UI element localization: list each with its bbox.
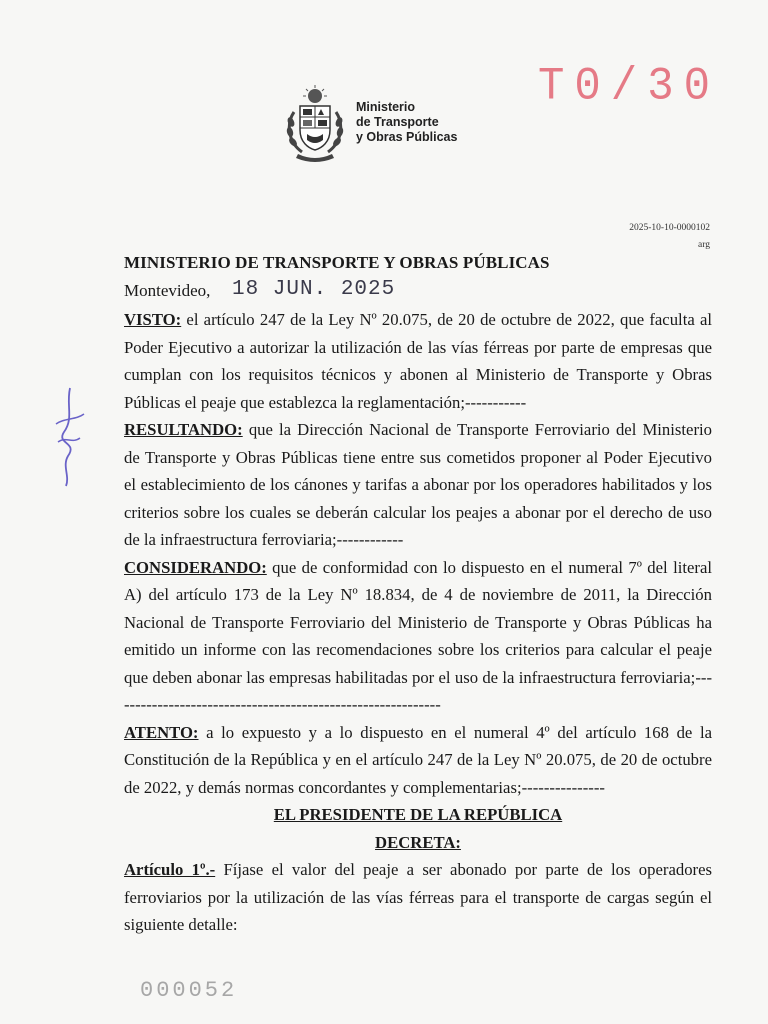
letterhead-line-1: Ministerio [356, 100, 416, 114]
visto-text: el artículo 247 de la Ley Nº 20.075, de 20 de octubre de 2022, que faculta al Poder Ejecutivo a autorizar la utilización de las vías férreas por parte de empresas que cumplan con los requisitos técnicos y abonen al Ministerio de Transporte y Obras Públicas el peaje que establezca la reglamentación;----------- [124, 310, 712, 412]
ministry-heading: MINISTERIO DE TRANSPORTE Y OBRAS PÚBLICAS [124, 253, 550, 272]
reference-initials: arg [698, 240, 710, 250]
considerando-paragraph [124, 554, 712, 719]
decreta-heading-line [124, 829, 712, 857]
article-1-text: Fíjase el valor del peaje a ser abonado por parte de los operadores ferroviarios por la utilización de las vías férreas para el transporte de cargas según el siguiente detalle: [124, 860, 712, 934]
atento-label: ATENTO: [124, 722, 199, 742]
president-heading: EL PRESIDENTE DE LA REPÚBLICA [273, 805, 563, 824]
red-stamp-number: T0/30 [538, 60, 721, 114]
date-stamp: 18 JUN. 2025 [232, 278, 396, 301]
president-heading-line [124, 801, 712, 829]
folio-number: 000052 [140, 978, 238, 1003]
atento-text: a lo expuesto y a lo dispuesto en el numeral 4º del artículo 168 de la Constitución de la República y en el artículo 247 de la Ley Nº 20.075, de 20 de octubre de 2022, y demás normas concordantes y complementarias;--------------- [124, 722, 712, 797]
decree-body [124, 306, 712, 939]
visto-label: VISTO: [124, 310, 182, 329]
resultando-label: RESULTANDO: [124, 420, 243, 439]
coat-of-arms-logo [280, 84, 350, 164]
place-label: Montevideo, [124, 281, 211, 300]
resultando-text: que la Dirección Nacional de Transporte Ferroviario del Ministerio de Transporte y Obras Públicas tiene entre sus cometidos proponer al Poder Ejecutivo el establecimiento de los cánones y tarifas a abonar por los operadores habilitados y los criterios sobre los cuales se deberán calcular los peajes a abonar por el derecho de uso de la infraestructura ferroviaria;------------ [124, 420, 712, 549]
article-1-paragraph [124, 856, 712, 939]
letterhead-line-2: de Transporte [356, 115, 439, 129]
handwritten-signature [48, 384, 88, 488]
decreta-heading: DECRETA: [375, 832, 461, 852]
reference-block [629, 220, 710, 254]
resultando-paragraph [124, 416, 712, 554]
letterhead-line-3: y Obras Públicas [356, 130, 458, 144]
considerando-label: CONSIDERANDO: [124, 557, 267, 577]
article-1-label: Artículo 1º.- [124, 860, 216, 879]
visto-paragraph [124, 306, 712, 416]
atento-paragraph [124, 719, 712, 802]
considerando-text: que de conformidad con lo dispuesto en el numeral 7º del literal A) del artículo 173 de la Ley Nº 18.834, de 4 de noviembre de 2011, la Dirección Nacional de Transporte Ferroviario del Ministerio de Transporte y Obras Públicas ha emitido un informe con las recomendaciones sobre los criterios para calcular el peaje que deben abonar las empresas habilitadas por el uso de la infraestructura ferroviaria;------------------------------------------------------------ [124, 557, 712, 714]
ministry-letterhead-name [356, 100, 457, 145]
reference-code: 2025-10-10-0000102 [629, 223, 710, 233]
